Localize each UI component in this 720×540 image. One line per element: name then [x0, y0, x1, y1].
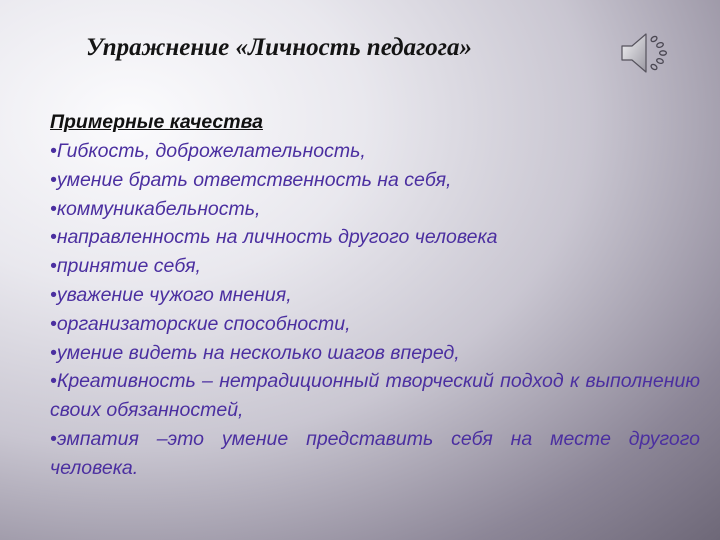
speaker-sound-icon[interactable] — [618, 28, 672, 78]
qualities-list — [50, 108, 700, 483]
list-heading: Примерные качества — [50, 111, 263, 133]
list-item: •Креативность – нетрадиционный творческий подход к выполнению своих обязанностей, — [50, 370, 700, 422]
list-item: •уважение чужого мнения, — [50, 283, 292, 306]
list-item: •направленность на личность другого человека — [50, 226, 498, 249]
list-item: •принятие себя, — [50, 255, 201, 278]
list-item: •Гибкость, доброжелательность, — [50, 140, 366, 162]
list-item: •коммуникабельность, — [50, 197, 261, 220]
list-item: •умение брать ответственность на себя, — [50, 168, 452, 191]
list-item: •эмпатия –это умение представить себя на месте другого человека. — [50, 427, 700, 479]
slide-title: Упражнение «Личность педагога» — [86, 34, 473, 61]
list-item: •организаторские способности, — [50, 312, 351, 335]
list-item: •умение видеть на несколько шагов вперед, — [50, 341, 460, 364]
